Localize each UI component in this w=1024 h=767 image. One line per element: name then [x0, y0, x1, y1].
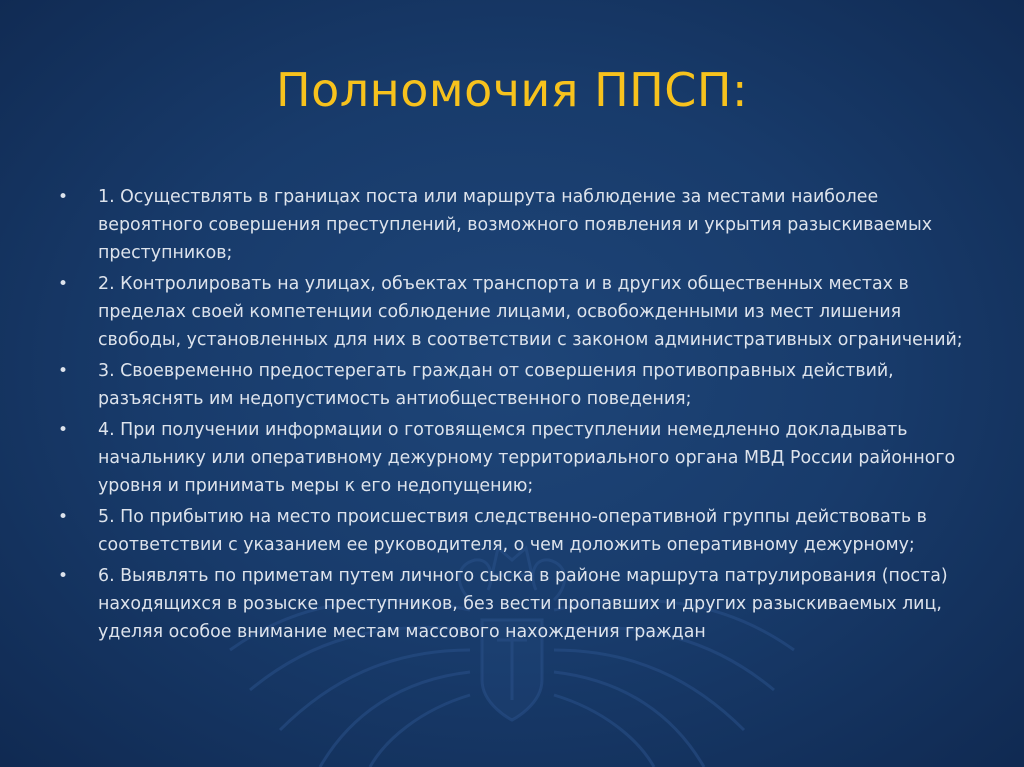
bullet-icon: •: [58, 361, 69, 381]
bullet-icon: •: [58, 274, 69, 294]
bullet-icon: •: [58, 420, 69, 440]
bullet-icon: •: [58, 507, 69, 527]
list-item-text: 1. Осуществлять в границах поста или маршрута наблюдение за местами наиболее вероятного совершения преступлений, возможного появления и укрытия разыскиваемых преступников;: [98, 187, 932, 263]
list-item: [58, 562, 978, 646]
bullet-icon: •: [58, 187, 69, 207]
bullet-list: [58, 183, 978, 649]
slide-title: Полномочия ППСП:: [276, 63, 748, 117]
list-item: [58, 357, 978, 413]
list-item: [58, 270, 978, 354]
list-item-text: 4. При получении информации о готовящемся преступлении немедленно докладывать начальнику или оперативному дежурному территориального органа МВД России районного уровня и принимать меры к его недопущению;: [98, 420, 956, 496]
list-item-text: 2. Контролировать на улицах, объектах транспорта и в других общественных местах в пределах своей компетенции соблюдение лицами, освобожденными из мест лишения свободы, установленных для них в соответствии с законом административных ограничений;: [98, 274, 963, 350]
list-item-text: 6. Выявлять по приметам путем личного сыска в районе маршрута патрулирования (поста) находящихся в розыске преступников, без вести пропавших и других разыскиваемых лиц, уделяя особое внимание местам массового нахождения граждан: [98, 566, 948, 642]
bullet-icon: •: [58, 566, 69, 586]
list-item-text: 5. По прибытию на место происшествия следственно-оперативной группы действовать в соответствии с указанием ее руководителя, о чем доложить оперативному дежурному;: [98, 507, 927, 555]
list-item-text: 3. Своевременно предостерегать граждан от совершения противоправных действий, разъяснять им недопустимость антиобщественного поведения;: [98, 361, 894, 409]
list-item: [58, 503, 978, 559]
list-item: [58, 416, 978, 500]
list-item: [58, 183, 978, 267]
